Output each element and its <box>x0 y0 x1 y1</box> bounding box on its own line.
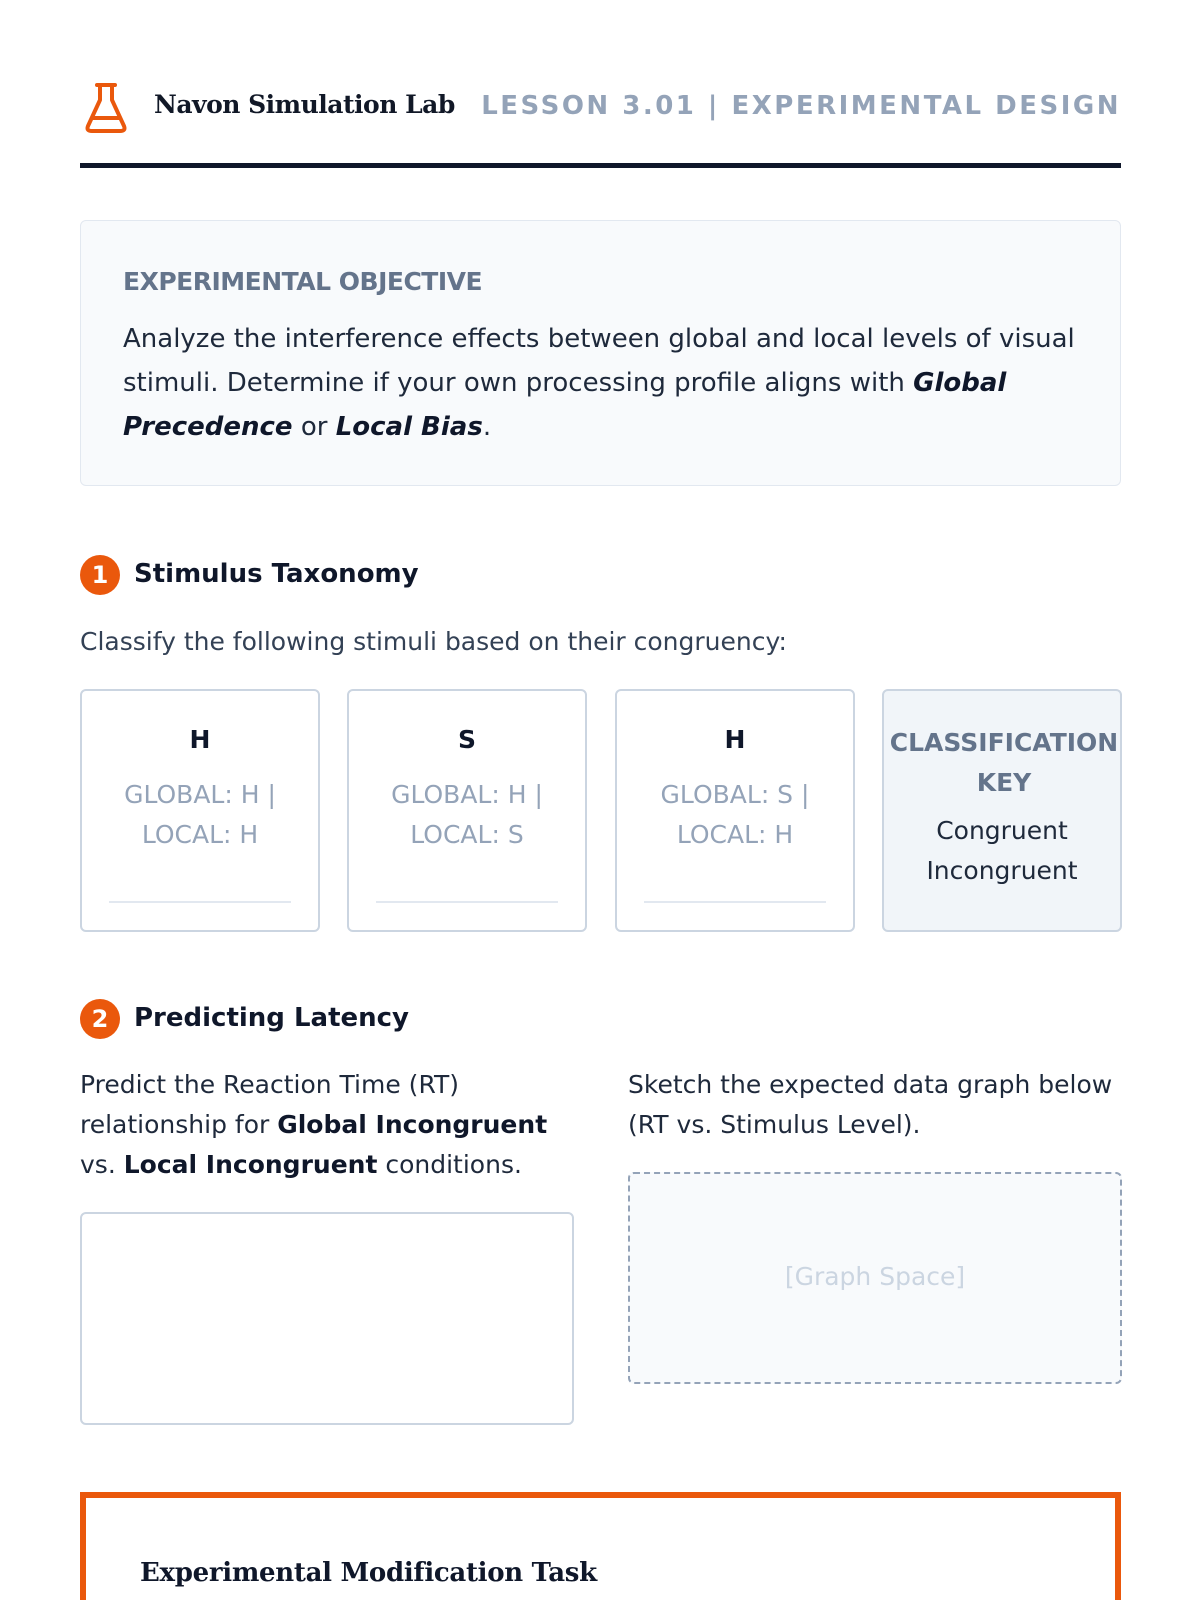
taxonomy-instruction: Classify the following stimuli based on their congruency: <box>80 627 787 656</box>
objective-title: EXPERIMENTAL OBJECTIVE <box>123 267 483 296</box>
answer-line[interactable] <box>376 901 558 903</box>
stimulus-letter: H <box>724 725 746 754</box>
graph-placeholder: [Graph Space] <box>784 1262 966 1291</box>
section-title-predicting-latency: Predicting Latency <box>134 1003 410 1033</box>
stimulus-letter: H <box>189 725 211 754</box>
stimulus-description: GLOBAL: S | LOCAL: H <box>660 780 810 849</box>
step-1-badge: 1 <box>80 555 120 595</box>
classification-key-items <box>884 811 1120 891</box>
objective-text: Analyze the interference effects between global and local levels of visual stimuli. Determine if your own processing profile aligns with Global Precedence or Local Bias. <box>123 324 1075 442</box>
stimulus-description: GLOBAL: H | LOCAL: S <box>391 780 543 849</box>
key-item-incongruent: Incongruent <box>926 856 1078 885</box>
objective-panel <box>80 220 1121 486</box>
lesson-label: LESSON 3.01 | EXPERIMENTAL DESIGN <box>481 91 1121 121</box>
prediction-answer-box[interactable] <box>80 1212 574 1425</box>
classification-key-title: CLASSIFICATION KEY <box>889 728 1119 797</box>
stimulus-letter: S <box>457 725 476 754</box>
local-bias-term: Local Bias <box>335 412 483 442</box>
global-precedence-term: Global Precedence <box>123 368 1007 442</box>
key-item-congruent: Congruent <box>936 816 1068 845</box>
section-title-stimulus-taxonomy: Stimulus Taxonomy <box>134 559 419 589</box>
stimulus-card-1[interactable] <box>80 689 320 932</box>
step-2-badge: 2 <box>80 999 120 1039</box>
stimulus-card-2[interactable] <box>347 689 587 932</box>
graph-sketch-area[interactable] <box>628 1172 1122 1384</box>
answer-line[interactable] <box>644 901 826 903</box>
flask-icon <box>84 82 128 134</box>
answer-line[interactable] <box>109 901 291 903</box>
modification-task-panel <box>80 1492 1121 1600</box>
modification-task-title: Experimental Modification Task <box>140 1558 597 1588</box>
page-header <box>80 76 1121 168</box>
stimulus-card-3[interactable] <box>615 689 855 932</box>
app-title: Navon Simulation Lab <box>154 90 455 119</box>
classification-key <box>882 689 1122 932</box>
latency-prompt: Predict the Reaction Time (RT) relationship for Global Incongruent vs. Local Incongruent conditions. <box>80 1070 548 1179</box>
stimulus-description: GLOBAL: H | LOCAL: H <box>124 780 276 849</box>
graph-prompt: Sketch the expected data graph below (RT vs. Stimulus Level). <box>628 1070 1113 1139</box>
